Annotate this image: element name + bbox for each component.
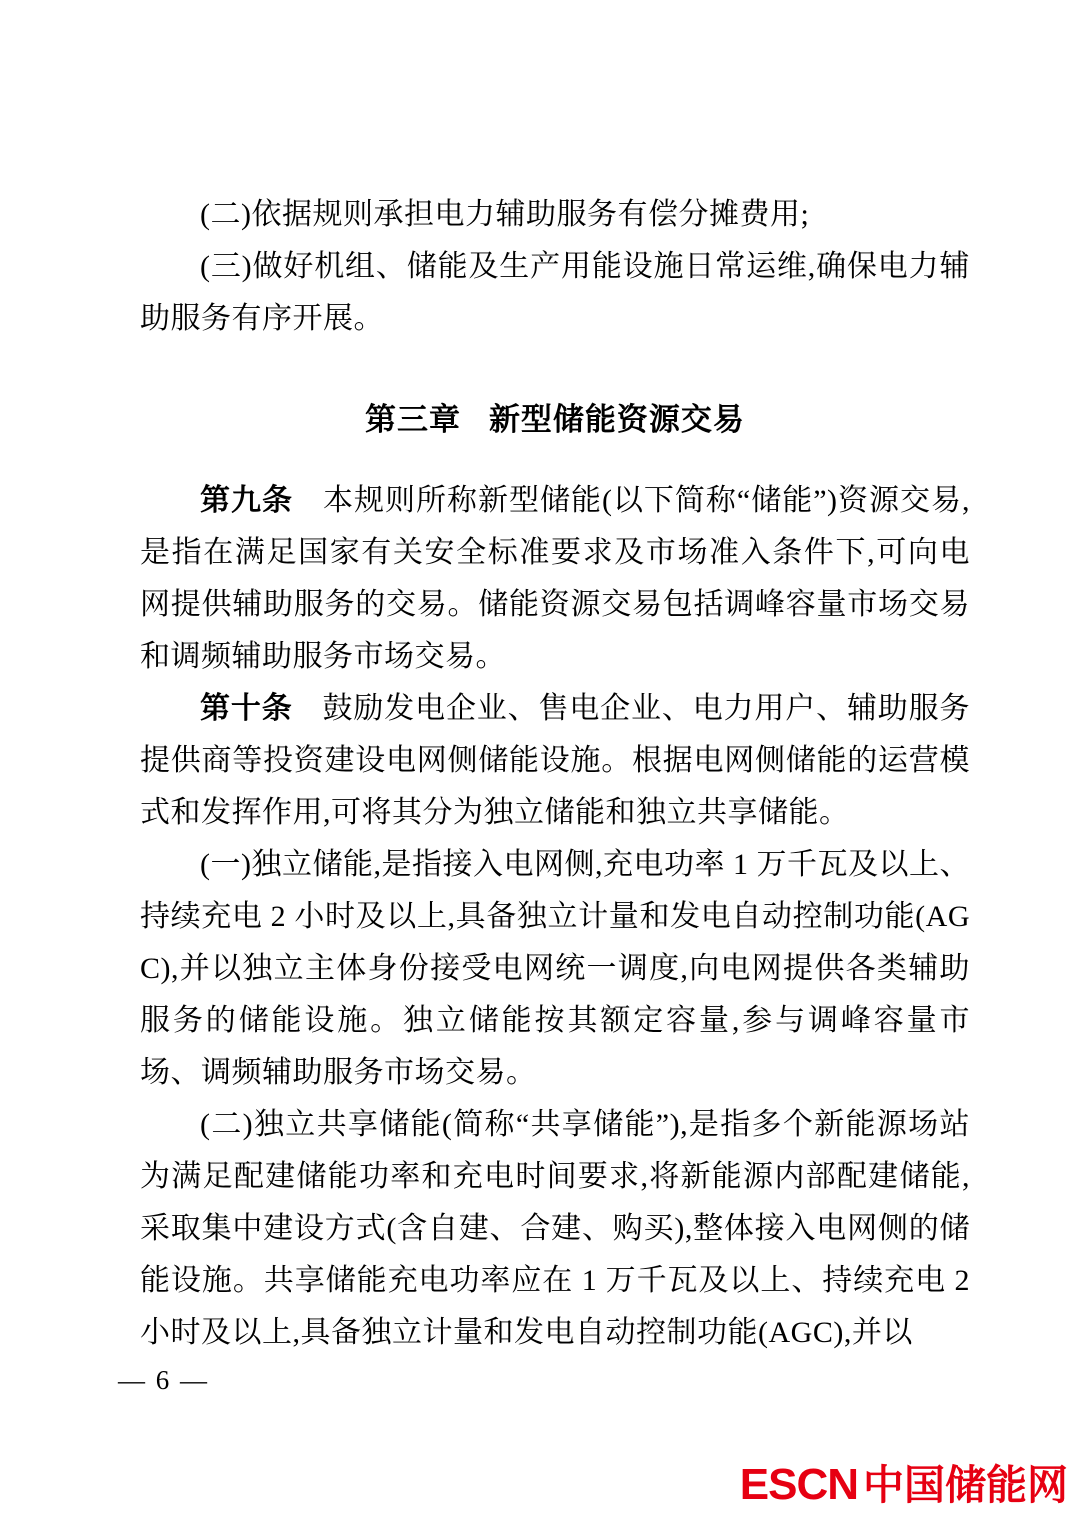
chapter-title: 新型储能资源交易 — [488, 402, 745, 437]
clause-item-2: (二)依据规则承担电力辅助服务有偿分摊费用; — [200, 198, 810, 231]
article-10-paragraph — [140, 683, 970, 839]
clause-item-3: (三)做好机组、储能及生产用能设施日常运维,确保电力辅助服务有序开展。 — [140, 250, 970, 335]
article-10-text: 鼓励发电企业、售电企业、电力用户、辅助服务提供商等投资建设电网侧储能设施。根据电网侧储能的运营模式和发挥作用,可将其分为独立储能和独立共享储能。 — [140, 692, 971, 829]
article-10-lead: 第十条 — [200, 692, 293, 725]
page-number: — 6 — — [118, 1365, 209, 1395]
chapter-number: 第三章 — [365, 402, 462, 437]
logo-latin-text: ESCN — [739, 1460, 858, 1509]
document-body — [140, 189, 970, 1359]
escn-watermark-logo — [740, 1462, 1068, 1518]
chapter-heading — [140, 394, 970, 446]
article-9-paragraph — [140, 475, 970, 683]
article-9-lead: 第九条 — [200, 484, 293, 517]
definition-item-2: (二)独立共享储能(简称“共享储能”),是指多个新能源场站为满足配建储能功率和充电时间要求,将新能源内部配建储能,采取集中建设方式(含自建、合建、购买),整体接入电网侧的储能设施。共享储能充电功率应在 1 万千瓦及以上、持续充电 2 小时及以上,具备独立计量和发电自动控制功能(AGC),并以 — [140, 1108, 970, 1349]
definition-item-1: (一)独立储能,是指接入电网侧,充电功率 1 万千瓦及以上、持续充电 2 小时及以上,具备独立计量和发电自动控制功能(AGC),并以独立主体身份接受电网统一调度,向电网提供各类辅助服务的储能设施。独立储能按其额定容量,参与调峰容量市场、调频辅助服务市场交易。 — [140, 848, 970, 1089]
article-9-text: 本规则所称新型储能(以下简称“储能”)资源交易,是指在满足国家有关安全标准要求及市场准入条件下,可向电网提供辅助服务的交易。储能资源交易包括调峰容量市场交易和调频辅助服务市场交易。 — [140, 484, 971, 673]
logo-chinese-text: 中国储能网 — [863, 1462, 1068, 1508]
